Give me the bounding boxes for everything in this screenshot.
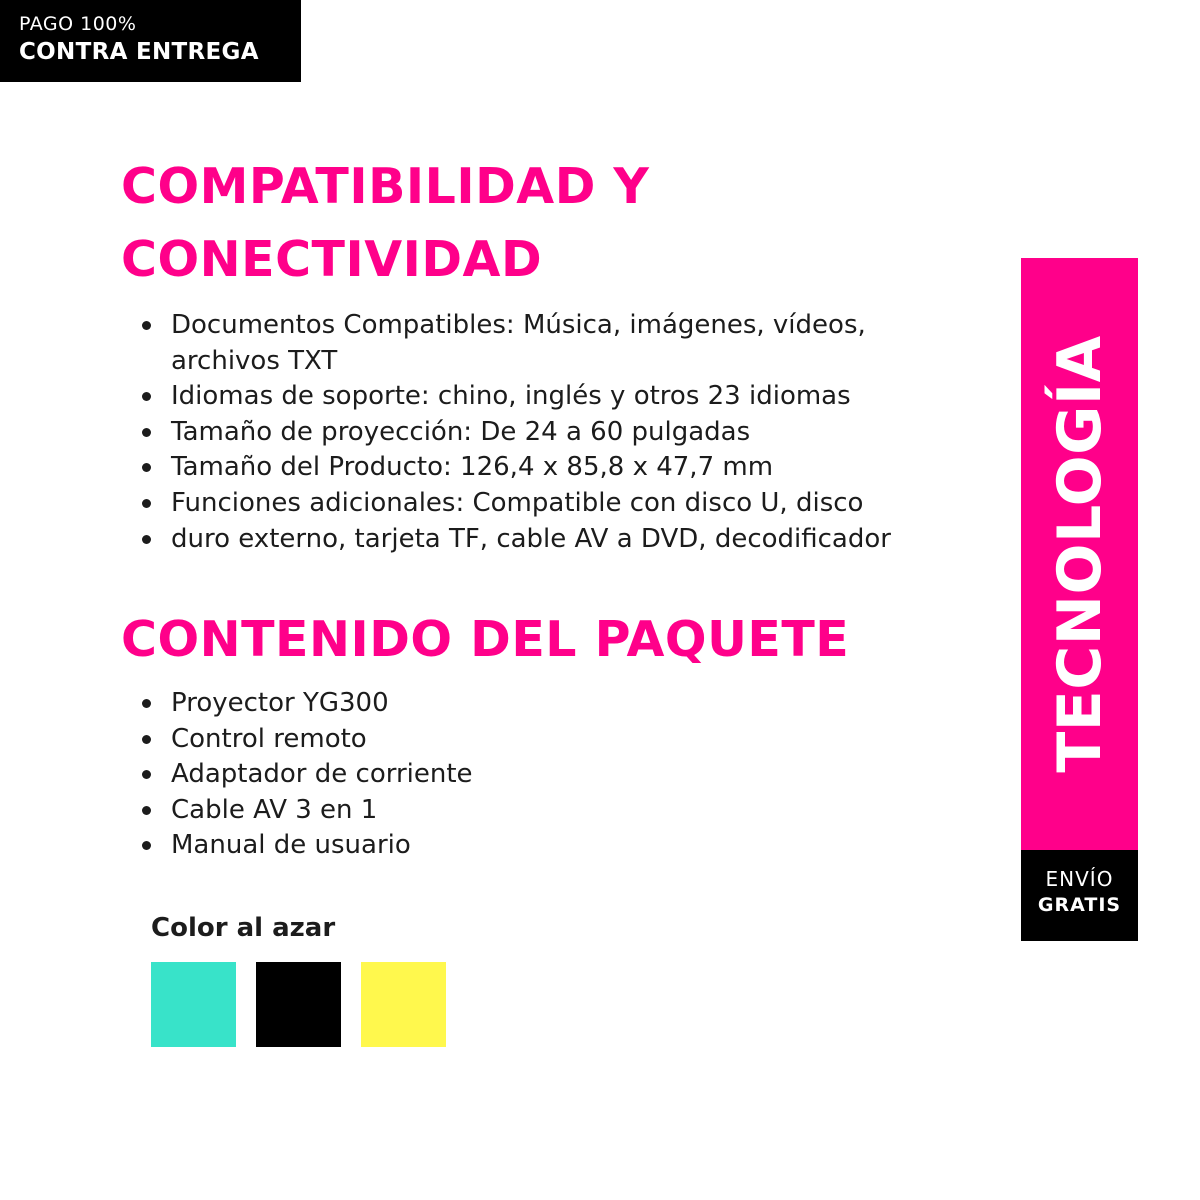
list-item — [171, 308, 981, 379]
shipping-badge-line1: ENVÍO — [1045, 867, 1114, 891]
list-item — [171, 722, 981, 758]
package-list — [171, 686, 981, 864]
list-item-text: Adaptador de corriente — [171, 759, 473, 790]
list-item-text: Tamaño de proyección: De 24 a 60 pulgadas — [171, 416, 751, 447]
list-item-text: Documentos Compatibles: Música, imágenes, vídeos, archivos TXT — [171, 310, 866, 376]
list-item-text: Funciones adicionales: Compatible con disco U, disco — [171, 487, 864, 518]
list-item — [171, 450, 981, 486]
list-item — [171, 757, 981, 793]
list-item-text: Idiomas de soporte: chino, inglés y otros 23 idiomas — [171, 381, 851, 412]
list-item — [171, 793, 981, 829]
compatibility-title-line2: CONECTIVIDAD — [121, 231, 543, 288]
list-item — [171, 686, 981, 722]
category-banner-text: TECNOLOGÍA — [1044, 335, 1115, 773]
bullet-icon — [142, 699, 151, 708]
list-item-text: Cable AV 3 en 1 — [171, 794, 378, 825]
bullet-icon — [142, 735, 151, 744]
list-item-text: Control remoto — [171, 723, 367, 754]
payment-badge-line2: CONTRA ENTREGA — [19, 39, 259, 65]
shipping-badge-line2: GRATIS — [1037, 894, 1122, 916]
bullet-icon — [142, 392, 151, 401]
free-shipping-badge — [1021, 850, 1138, 941]
color-swatch-black — [256, 962, 341, 1047]
payment-badge — [0, 0, 301, 82]
bullet-icon — [142, 428, 151, 437]
bullet-icon — [142, 499, 151, 508]
list-item — [171, 522, 981, 558]
list-item-text: Manual de usuario — [171, 830, 411, 861]
compatibility-list — [171, 308, 981, 557]
list-item-text: Tamaño del Producto: 126,4 x 85,8 x 47,7 mm — [171, 452, 774, 483]
compatibility-title — [121, 150, 649, 296]
bullet-icon — [142, 535, 151, 544]
list-item — [171, 486, 981, 522]
bullet-icon — [142, 806, 151, 815]
bullet-icon — [142, 841, 151, 850]
list-item — [171, 415, 981, 451]
category-banner — [1021, 258, 1138, 850]
list-item — [171, 379, 981, 415]
payment-badge-line1: PAGO 100% — [19, 13, 137, 35]
list-item-text: Proyector YG300 — [171, 688, 389, 718]
color-label: Color al azar — [151, 913, 336, 943]
color-swatch-turquoise — [151, 962, 236, 1047]
color-swatch-yellow — [361, 962, 446, 1047]
package-title: CONTENIDO DEL PAQUETE — [121, 611, 850, 668]
compatibility-title-line1: COMPATIBILIDAD Y — [121, 158, 650, 215]
bullet-icon — [142, 463, 151, 472]
list-item — [171, 828, 981, 864]
list-item-text: duro externo, tarjeta TF, cable AV a DVD, decodificador — [171, 523, 891, 554]
bullet-icon — [142, 770, 151, 779]
bullet-icon — [142, 321, 151, 330]
